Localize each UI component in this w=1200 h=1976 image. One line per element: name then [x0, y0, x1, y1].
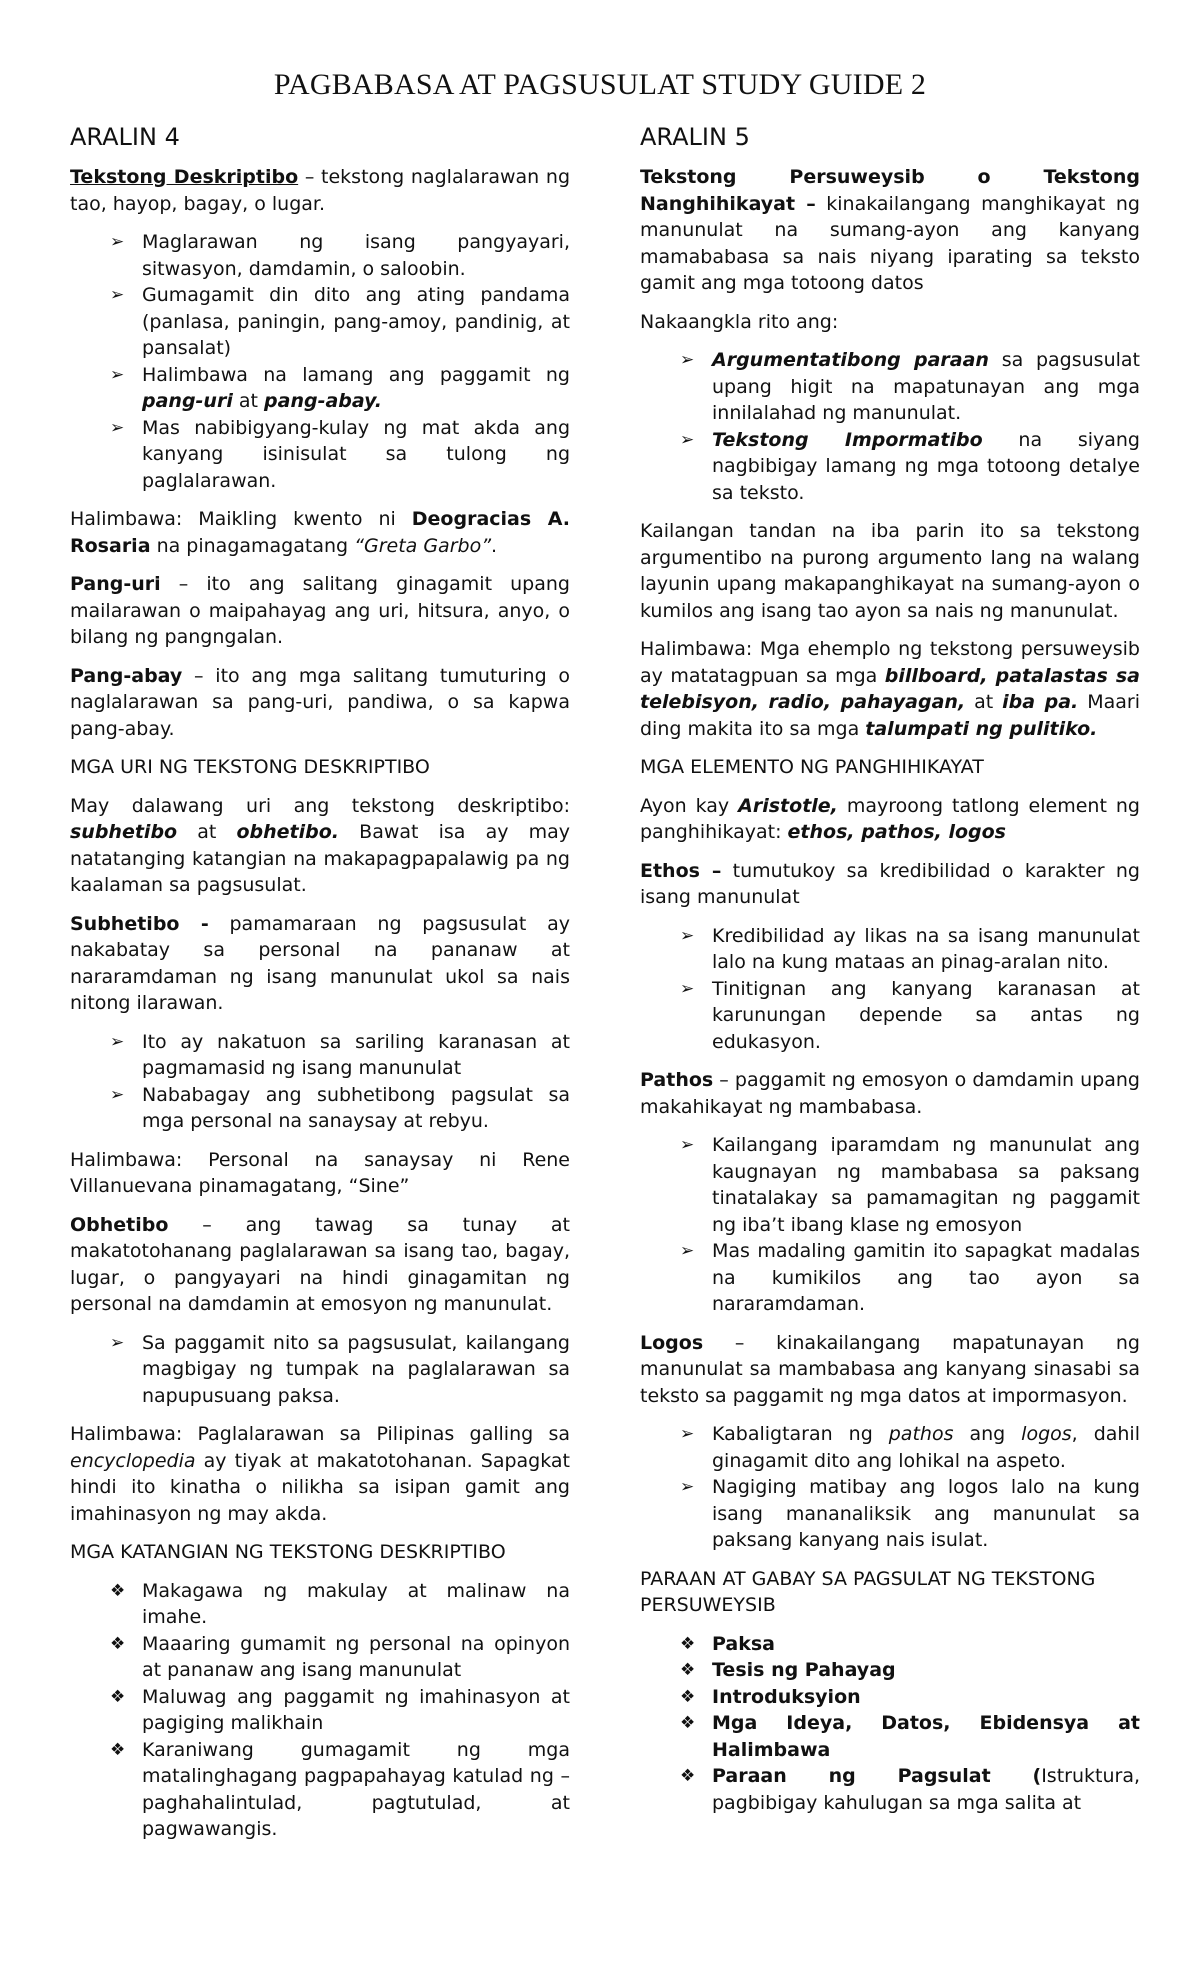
- example-text: Maari ding makita ito sa mga: [640, 691, 1141, 740]
- list-item-text: Halimbawa na lamang ang paggamit ng: [142, 363, 570, 386]
- diamond-bullet-icon: ❖: [110, 1580, 126, 1601]
- pang-uri-term: Pang-uri: [70, 573, 161, 595]
- paragraph-text: at: [177, 821, 237, 843]
- subhetibo-term: Subhetibo -: [70, 912, 209, 935]
- persuweysib-term: Tekstong Persuweysib o Tekstong Nanghihikayat –: [640, 166, 1140, 215]
- ethos-bullets: [640, 923, 1140, 1056]
- diamond-bullet-icon: ❖: [110, 1739, 126, 1760]
- deskriptibo-definition-text: – tekstong naglalarawan ng tao, hayop, bagay, o lugar.: [70, 166, 571, 215]
- subhetibo-definition: [70, 911, 570, 1017]
- list-item-text: Karaniwang gumagamit ng mga matalinghagang pagpapahayag katulad ng – paghahalintulad, pagtutulad, at pagwawangis.: [142, 1738, 570, 1840]
- list-item-text: Kailangang iparamdam ng manunulat ang kaugnayan ng mambabasa sa paksang tinatalakay sa pamamagitan ng paggamit ng iba’t ibang klase ng emosyon: [712, 1134, 1140, 1236]
- list-item: [70, 229, 570, 282]
- definition-text: – ito ang salitang ginagamit upang mailarawan o maipahayag ang uri, hitsura, anyo, o bilang ng pangngalan.: [70, 573, 570, 648]
- tandan-paragraph: Kailangan tandan na iba parin ito sa tekstong argumentibo na purong argumento lang na walang layunin upang makapanghikayat na sumang-ayon o kumilos ang isang tao ayon sa nais ng manunulat.: [640, 520, 1140, 622]
- list-item-text: Tesis ng Pahayag: [712, 1659, 896, 1681]
- diamond-bullet-icon: ❖: [680, 1686, 696, 1707]
- definition-text: – kinakailangang mapatunayan ng manunulat sa mambabasa ang kanyang sinasabi sa teksto sa paggamit ng mga datos at impormasyon.: [640, 1331, 1140, 1407]
- definition-text: – paggamit ng emosyon o damdamin upang makahikayat ng mambabasa.: [640, 1069, 1140, 1118]
- list-item: [640, 976, 1140, 1056]
- list-item-text: Sa paggamit nito sa pagsusulat, kailangang magbigay ng tumpak na paglalarawan sa napupusuang paksa.: [142, 1331, 570, 1407]
- diamond-bullet-icon: ❖: [110, 1686, 126, 1707]
- example-greta-garbo: [70, 506, 570, 559]
- list-item-text: , dahil ginagamit dito ang lohikal na aspeto.: [712, 1423, 1140, 1472]
- pang-abay-term: Pang-abay: [70, 664, 183, 687]
- aralin-4-heading: ARALIN 4: [70, 123, 180, 151]
- list-item: [640, 1421, 1140, 1474]
- katangian-bullets: [70, 1578, 570, 1843]
- paragraph-text: May dalawang uri ang tekstong deskriptibo:: [70, 794, 570, 817]
- list-item-text: ang: [953, 1423, 1022, 1445]
- list-item-text: Paraan ng Pagsulat (: [712, 1765, 1042, 1787]
- uri-paragraph: [70, 793, 570, 899]
- list-item-text: Maglarawan ng isang pangyayari, sitwasyon, damdamin, o saloobin.: [142, 231, 570, 280]
- nakaangkla-bullets: [640, 347, 1140, 506]
- diamond-bullet-icon: ❖: [680, 1633, 696, 1654]
- list-item-text: na siyang nagbibigay lamang ng mga totoong detalye sa teksto.: [712, 428, 1140, 504]
- diamond-bullet-icon: ❖: [680, 1660, 696, 1680]
- story-title: “Greta Garbo”: [354, 534, 492, 557]
- pathos-emphasis: pathos: [888, 1423, 954, 1445]
- list-item-text: Mas nabibigyang-kulay ng mat akda ang kanyang isinisulat sa tulong ng paglalarawan.: [142, 416, 570, 492]
- uri-heading: MGA URI NG TEKSTONG DESKRIPTIBO: [70, 756, 430, 778]
- paragraph-text: Ayon kay: [640, 794, 739, 817]
- arrow-bullet-icon: ➢: [680, 1135, 695, 1155]
- author-name: Deogracias A. Rosaria: [70, 508, 570, 557]
- ethos-term: Ethos –: [640, 859, 722, 882]
- example-text: at: [965, 691, 1003, 713]
- arrow-bullet-icon: ➢: [110, 1031, 125, 1052]
- aristotle-emphasis: Aristotle,: [738, 794, 838, 817]
- iba-pa-emphasis: iba pa.: [1002, 691, 1079, 713]
- subhetibo-emphasis: subhetibo: [70, 821, 178, 843]
- list-item: [70, 362, 570, 415]
- list-item: [70, 282, 570, 362]
- list-item-text: Introduksyion: [712, 1685, 861, 1708]
- example-billboard: [640, 636, 1140, 742]
- list-item: [70, 415, 570, 495]
- list-item: [70, 1029, 570, 1082]
- diamond-bullet-icon: ❖: [680, 1713, 696, 1733]
- list-item: [640, 427, 1140, 507]
- aristotle-paragraph: [640, 793, 1140, 846]
- list-item-text: Ito ay nakatuon sa sariling karanasan at pagmamasid ng isang manunulat: [142, 1030, 570, 1079]
- example-text: Halimbawa: Paglalarawan sa Pilipinas galling sa: [70, 1423, 570, 1445]
- arrow-bullet-icon: ➢: [680, 350, 695, 370]
- arrow-bullet-icon: ➢: [110, 285, 125, 305]
- diamond-bullet-icon: ❖: [110, 1633, 126, 1654]
- pathos-bullets: [640, 1132, 1140, 1318]
- elements-emphasis: ethos, pathos, logos: [787, 821, 1006, 843]
- pathos-definition: [640, 1067, 1140, 1120]
- paragraph-text: Bawat isa ay may natatanging katangian na makapagpapalawig pa ng kaalaman sa pagsusulat.: [70, 821, 570, 896]
- list-item: [640, 1132, 1140, 1238]
- list-item: [70, 1330, 570, 1410]
- definition-text: – ito ang mga salitang tumuturing o naglalarawan sa pang-uri, pandiwa, o sa kapwa pang-abay.: [70, 664, 570, 740]
- list-item-text: Nagiging matibay ang logos lalo na kung isang mananaliksik ang manunulat sa paksang kanyang nais isulat.: [712, 1476, 1140, 1551]
- list-item: [640, 1631, 1140, 1658]
- list-item-text: Mga Ideya, Datos, Ebidensya at Halimbawa: [712, 1712, 1140, 1761]
- arrow-bullet-icon: ➢: [680, 1477, 695, 1497]
- list-item-text: at: [232, 390, 265, 412]
- list-item: [640, 1710, 1140, 1763]
- list-item: [640, 1474, 1140, 1554]
- list-item: [70, 1631, 570, 1684]
- logos-emphasis: logos: [1021, 1423, 1072, 1445]
- arrow-bullet-icon: ➢: [680, 429, 695, 450]
- subhetibo-bullets: [70, 1029, 570, 1135]
- definition-text: kinakailangang manghikayat ng manunulat na sumang-ayon ang kanyang mamababasa sa nais niyang iparating sa teksto gamit ang mga totoong datos: [640, 192, 1140, 294]
- definition-text: – ang tawag sa tunay at makatotohanang paglalarawan sa isang tao, bagay, lugar, o pangyayari na hindi ginagamitan ng personal na damdamin at emosyon ng manunulat.: [70, 1213, 570, 1315]
- list-item-text: Paksa: [712, 1632, 776, 1655]
- encyclopedia-emphasis: encyclopedia: [70, 1449, 196, 1472]
- example-text: Halimbawa: Maikling kwento ni: [70, 508, 412, 530]
- talumpati-emphasis: talumpati ng pulitiko.: [865, 717, 1098, 740]
- deskriptibo-term: Tekstong Deskriptibo: [70, 166, 299, 188]
- nakaangkla-line: Nakaangkla rito ang:: [640, 310, 839, 333]
- definition-text: pamamaraan ng pagsusulat ay nakabatay sa personal na pananaw at nararamdaman ng isang manunulat ukol sa nais nitong ilarawan.: [70, 912, 570, 1014]
- example-encyclopedia: [70, 1421, 570, 1527]
- impormatibo-emphasis: Tekstong Impormatibo: [712, 428, 983, 451]
- list-item-text: Gumagamit din dito ang ating pandama (panlasa, paningin, pang-amoy, pandinig, at pansalat): [142, 284, 570, 359]
- obhetibo-term: Obhetibo: [70, 1213, 169, 1236]
- media-emphasis: billboard, patalastas sa telebisyon, radio, pahayagan,: [640, 664, 1140, 713]
- list-item-text: Makagawa ng makulay at malinaw na imahe.: [142, 1579, 570, 1628]
- list-item: [640, 1763, 1140, 1816]
- pang-uri-definition: [70, 571, 570, 651]
- argumentatibo-emphasis: Argumentatibong paraan: [712, 349, 989, 371]
- arrow-bullet-icon: ➢: [680, 978, 695, 999]
- ethos-definition: [640, 858, 1140, 911]
- right-column: [640, 122, 1140, 1828]
- paraan-bullets: [640, 1631, 1140, 1817]
- pang-abay-definition: [70, 663, 570, 743]
- arrow-bullet-icon: ➢: [680, 925, 695, 946]
- list-item: [640, 1684, 1140, 1711]
- list-item-text: Maluwag ang paggamit ng imahinasyon at pagiging malikhain: [142, 1685, 570, 1734]
- list-item: [70, 1684, 570, 1737]
- list-item-text: Istruktura, pagbibigay kahulugan sa mga salita at: [712, 1765, 1140, 1814]
- arrow-bullet-icon: ➢: [110, 1332, 125, 1353]
- list-item: [640, 923, 1140, 976]
- list-item-text: Nababagay ang subhetibong pagsulat sa mga personal na sanaysay at rebyu.: [142, 1083, 570, 1132]
- list-item: [640, 1238, 1140, 1318]
- obhetibo-bullets: [70, 1330, 570, 1410]
- left-column: [70, 122, 570, 1855]
- list-item-text: sa pagsusulat upang higit na mapatunayan ang mga innilalahad ng manunulat.: [712, 349, 1140, 424]
- example-sine: Halimbawa: Personal na sanaysay ni Rene Villanuevana pinamagatang, “Sine”: [70, 1148, 570, 1197]
- pang-uri-emphasis: pang-uri: [142, 390, 233, 412]
- logos-definition: [640, 1330, 1140, 1410]
- arrow-bullet-icon: ➢: [110, 232, 125, 252]
- list-item-text: Mas madaling gamitin ito sapagkat madalas na kumikilos ang tao ayon sa nararamdaman.: [712, 1240, 1140, 1315]
- deskriptibo-bullets: [70, 229, 570, 494]
- elemento-heading: MGA ELEMENTO NG PANGHIHIKAYAT: [640, 756, 984, 778]
- list-item-text: Kredibilidad ay likas na sa isang manunulat lalo na kung mataas an pinag-aralan nito.: [712, 924, 1140, 973]
- obhetibo-definition: [70, 1212, 570, 1318]
- aralin-5-heading: ARALIN 5: [640, 123, 750, 151]
- persuweysib-definition: [640, 164, 1140, 297]
- list-item: [70, 1082, 570, 1135]
- arrow-bullet-icon: ➢: [680, 1241, 695, 1261]
- example-text: na pinagamagatang: [150, 534, 355, 557]
- page-title: PAGBABASA AT PAGSUSULAT STUDY GUIDE 2: [273, 68, 927, 101]
- arrow-bullet-icon: ➢: [680, 1424, 695, 1444]
- example-text: ay tiyak at makatotohanan. Sapagkat hindi ito kinatha o nilikha sa isipan gamit ang imahinasyon ng may akda.: [70, 1449, 570, 1525]
- list-item: [70, 1737, 570, 1843]
- list-item-text: Maaaring gumamit ng personal na opinyon at pananaw ang isang manunulat: [142, 1632, 570, 1681]
- pathos-term: Pathos: [640, 1069, 714, 1091]
- arrow-bullet-icon: ➢: [110, 1084, 125, 1105]
- pang-abay-emphasis: pang-abay.: [264, 390, 382, 412]
- arrow-bullet-icon: ➢: [110, 364, 125, 385]
- arrow-bullet-icon: ➢: [110, 417, 125, 438]
- list-item: [70, 1578, 570, 1631]
- paragraph-text: mayroong tatlong element ng panghihikayat:: [640, 794, 1140, 843]
- logos-bullets: [640, 1421, 1140, 1554]
- list-item: [640, 1657, 1140, 1684]
- logos-term: Logos: [640, 1331, 704, 1354]
- list-item-text: Kabaligtaran ng: [712, 1423, 889, 1445]
- list-item-text: Tinitignan ang kanyang karanasan at karunungan depende sa antas ng edukasyon.: [712, 977, 1140, 1053]
- definition-text: tumutukoy sa kredibilidad o karakter ng isang manunulat: [640, 859, 1140, 908]
- deskriptibo-definition: [70, 164, 570, 217]
- example-text: Halimbawa: Mga ehemplo ng tekstong persuweysib ay matatagpuan sa mga: [640, 638, 1140, 687]
- paraan-heading: PARAAN AT GABAY SA PAGSULAT NG TEKSTONG PERSUWEYSIB: [640, 1567, 1096, 1616]
- list-item: [640, 347, 1140, 427]
- obhetibo-emphasis: obhetibo.: [236, 821, 340, 843]
- example-text: .: [491, 534, 498, 557]
- katangian-heading: MGA KATANGIAN NG TEKSTONG DESKRIPTIBO: [70, 1541, 506, 1563]
- diamond-bullet-icon: ❖: [680, 1766, 696, 1786]
